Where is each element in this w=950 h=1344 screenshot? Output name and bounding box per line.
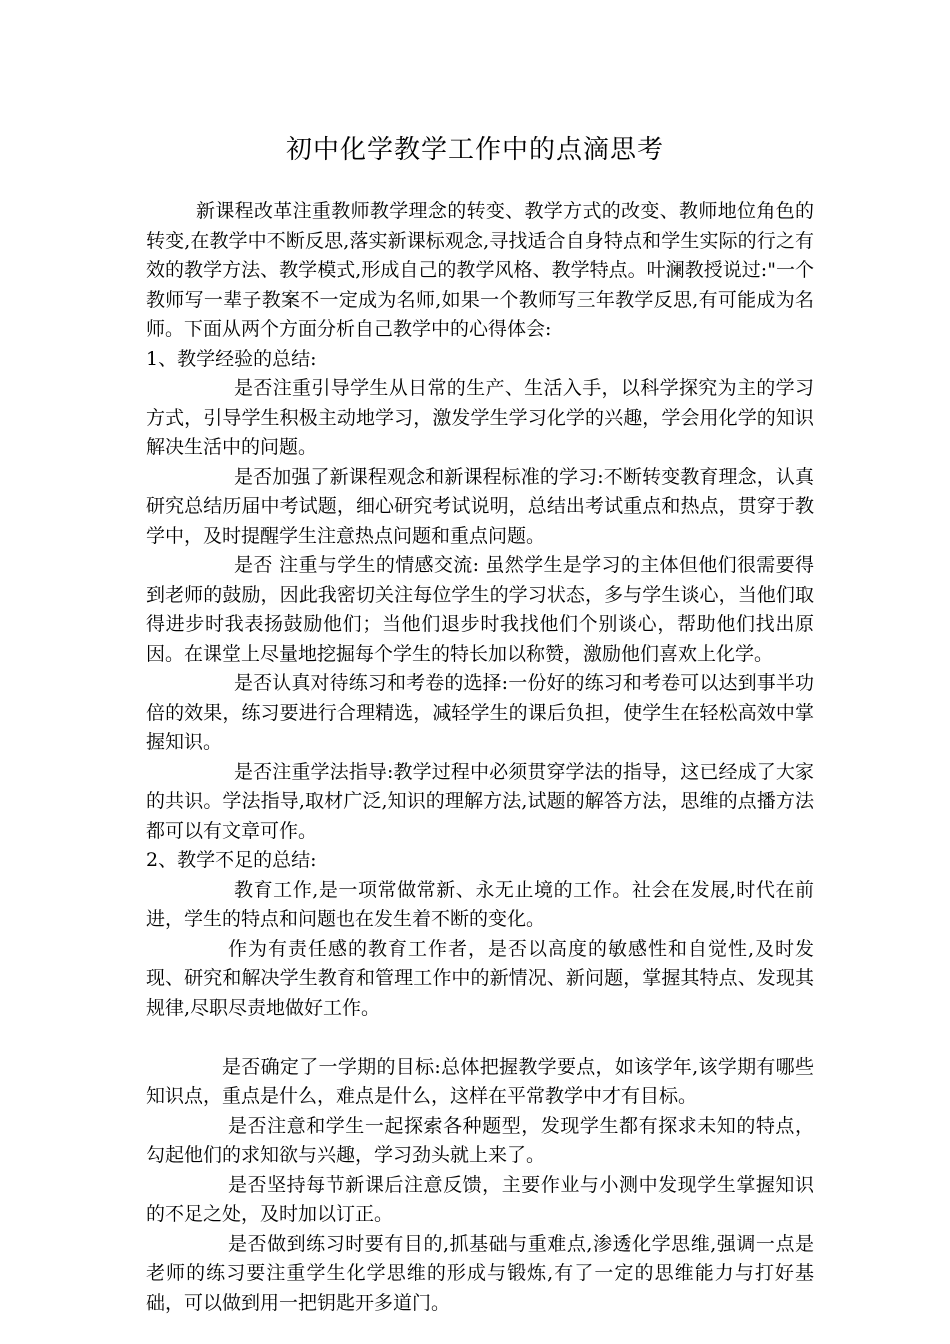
section2-paragraph-4: 是否注意和学生一起探索各种题型，发现学生都有探求未知的特点，勾起他们的求知欲与兴趣，学习劲头就上来了。 — [146, 1114, 814, 1166]
section2-paragraph-2: 作为有责任感的教育工作者，是否以高度的敏感性和自觉性,及时发现、研究和解决学生教育和管理工作中的新情况、新问题，掌握其特点、发现其规律,尽职尽责地做好工作。 — [146, 937, 814, 1019]
intro-paragraph: 新课程改革注重教师教学理念的转变、教学方式的改变、教师地位角色的转变,在教学中不断反思,落实新课标观念,寻找适合自身特点和学生实际的行之有效的教学方法、教学模式,形成自己的教学风格、教学特点。叶澜教授说过:"一个教师写一辈子教案不一定成为名师,如果一个教师写三年教学反思,有可能成为名师。下面从两个方面分析自己教学中的心得体会: — [146, 200, 814, 340]
section1-paragraph-2: 是否加强了新课程观念和新课程标准的学习:不断转变教育理念，认真研究总结历届中考试题，细心研究考试说明，总结出考试重点和热点，贯穿于教学中，及时提醒学生注意热点问题和重点问题。 — [146, 465, 814, 547]
section2-paragraph-5: 是否坚持每节新课后注意反馈，主要作业与小测中发现学生掌握知识的不足之处，及时加以订正。 — [146, 1173, 814, 1225]
section1-paragraph-4: 是否认真对待练习和考卷的选择:一份好的练习和考卷可以达到事半功倍的效果，练习要进行合理精选，减轻学生的课后负担，使学生在轻松高效中掌握知识。 — [146, 672, 814, 753]
section2-paragraph-3: 是否确定了一学期的目标:总体把握教学要点，如该学年,该学期有哪些知识点，重点是什么，难点是什么，这样在平常教学中才有目标。 — [146, 1055, 814, 1107]
section1-paragraph-3: 是否 注重与学生的情感交流: 虽然学生是学习的主体但他们很需要得到老师的鼓励，因此我密切关注每位学生的学习状态，多与学生谈心，当他们取得进步时我表扬鼓励他们；当他们退步时我找他们个别谈心，帮助他们找出原因。在课堂上尽量地挖掘每个学生的特长加以称赞，激励他们喜欢上化学。 — [146, 554, 814, 665]
blank-line — [146, 1023, 814, 1053]
section1-paragraph-5: 是否注重学法指导:教学过程中必须贯穿学法的指导，这已经成了大家的共识。学法指导,取材广泛,知识的理解方法,试题的解答方法，思维的点播方法都可以有文章可作。 — [146, 760, 814, 842]
document-title: 初中化学教学工作中的点滴思考 — [285, 135, 664, 165]
document-body — [146, 197, 814, 1318]
section2-paragraph-1: 教育工作,是一项常做常新、永无止境的工作。社会在发展,时代在前进，学生的特点和问题也在发生着不断的变化。 — [146, 878, 814, 930]
section1-paragraph-1: 是否注重引导学生从日常的生产、生活入手，以科学探究为主的学习方式，引导学生积极主动地学习，激发学生学习化学的兴趣，学会用化学的知识解决生活中的问题。 — [146, 377, 814, 458]
section-heading-1: 1、教学经验的总结: — [146, 347, 317, 370]
section2-paragraph-6: 是否做到练习时要有目的,抓基础与重难点,渗透化学思维,强调一点是老师的练习要注重学生化学思维的形成与锻炼,有了一定的思维能力与打好基础，可以做到用一把钥匙开多道门。 — [146, 1232, 814, 1314]
section-heading-2: 2、教学不足的总结: — [146, 849, 317, 871]
